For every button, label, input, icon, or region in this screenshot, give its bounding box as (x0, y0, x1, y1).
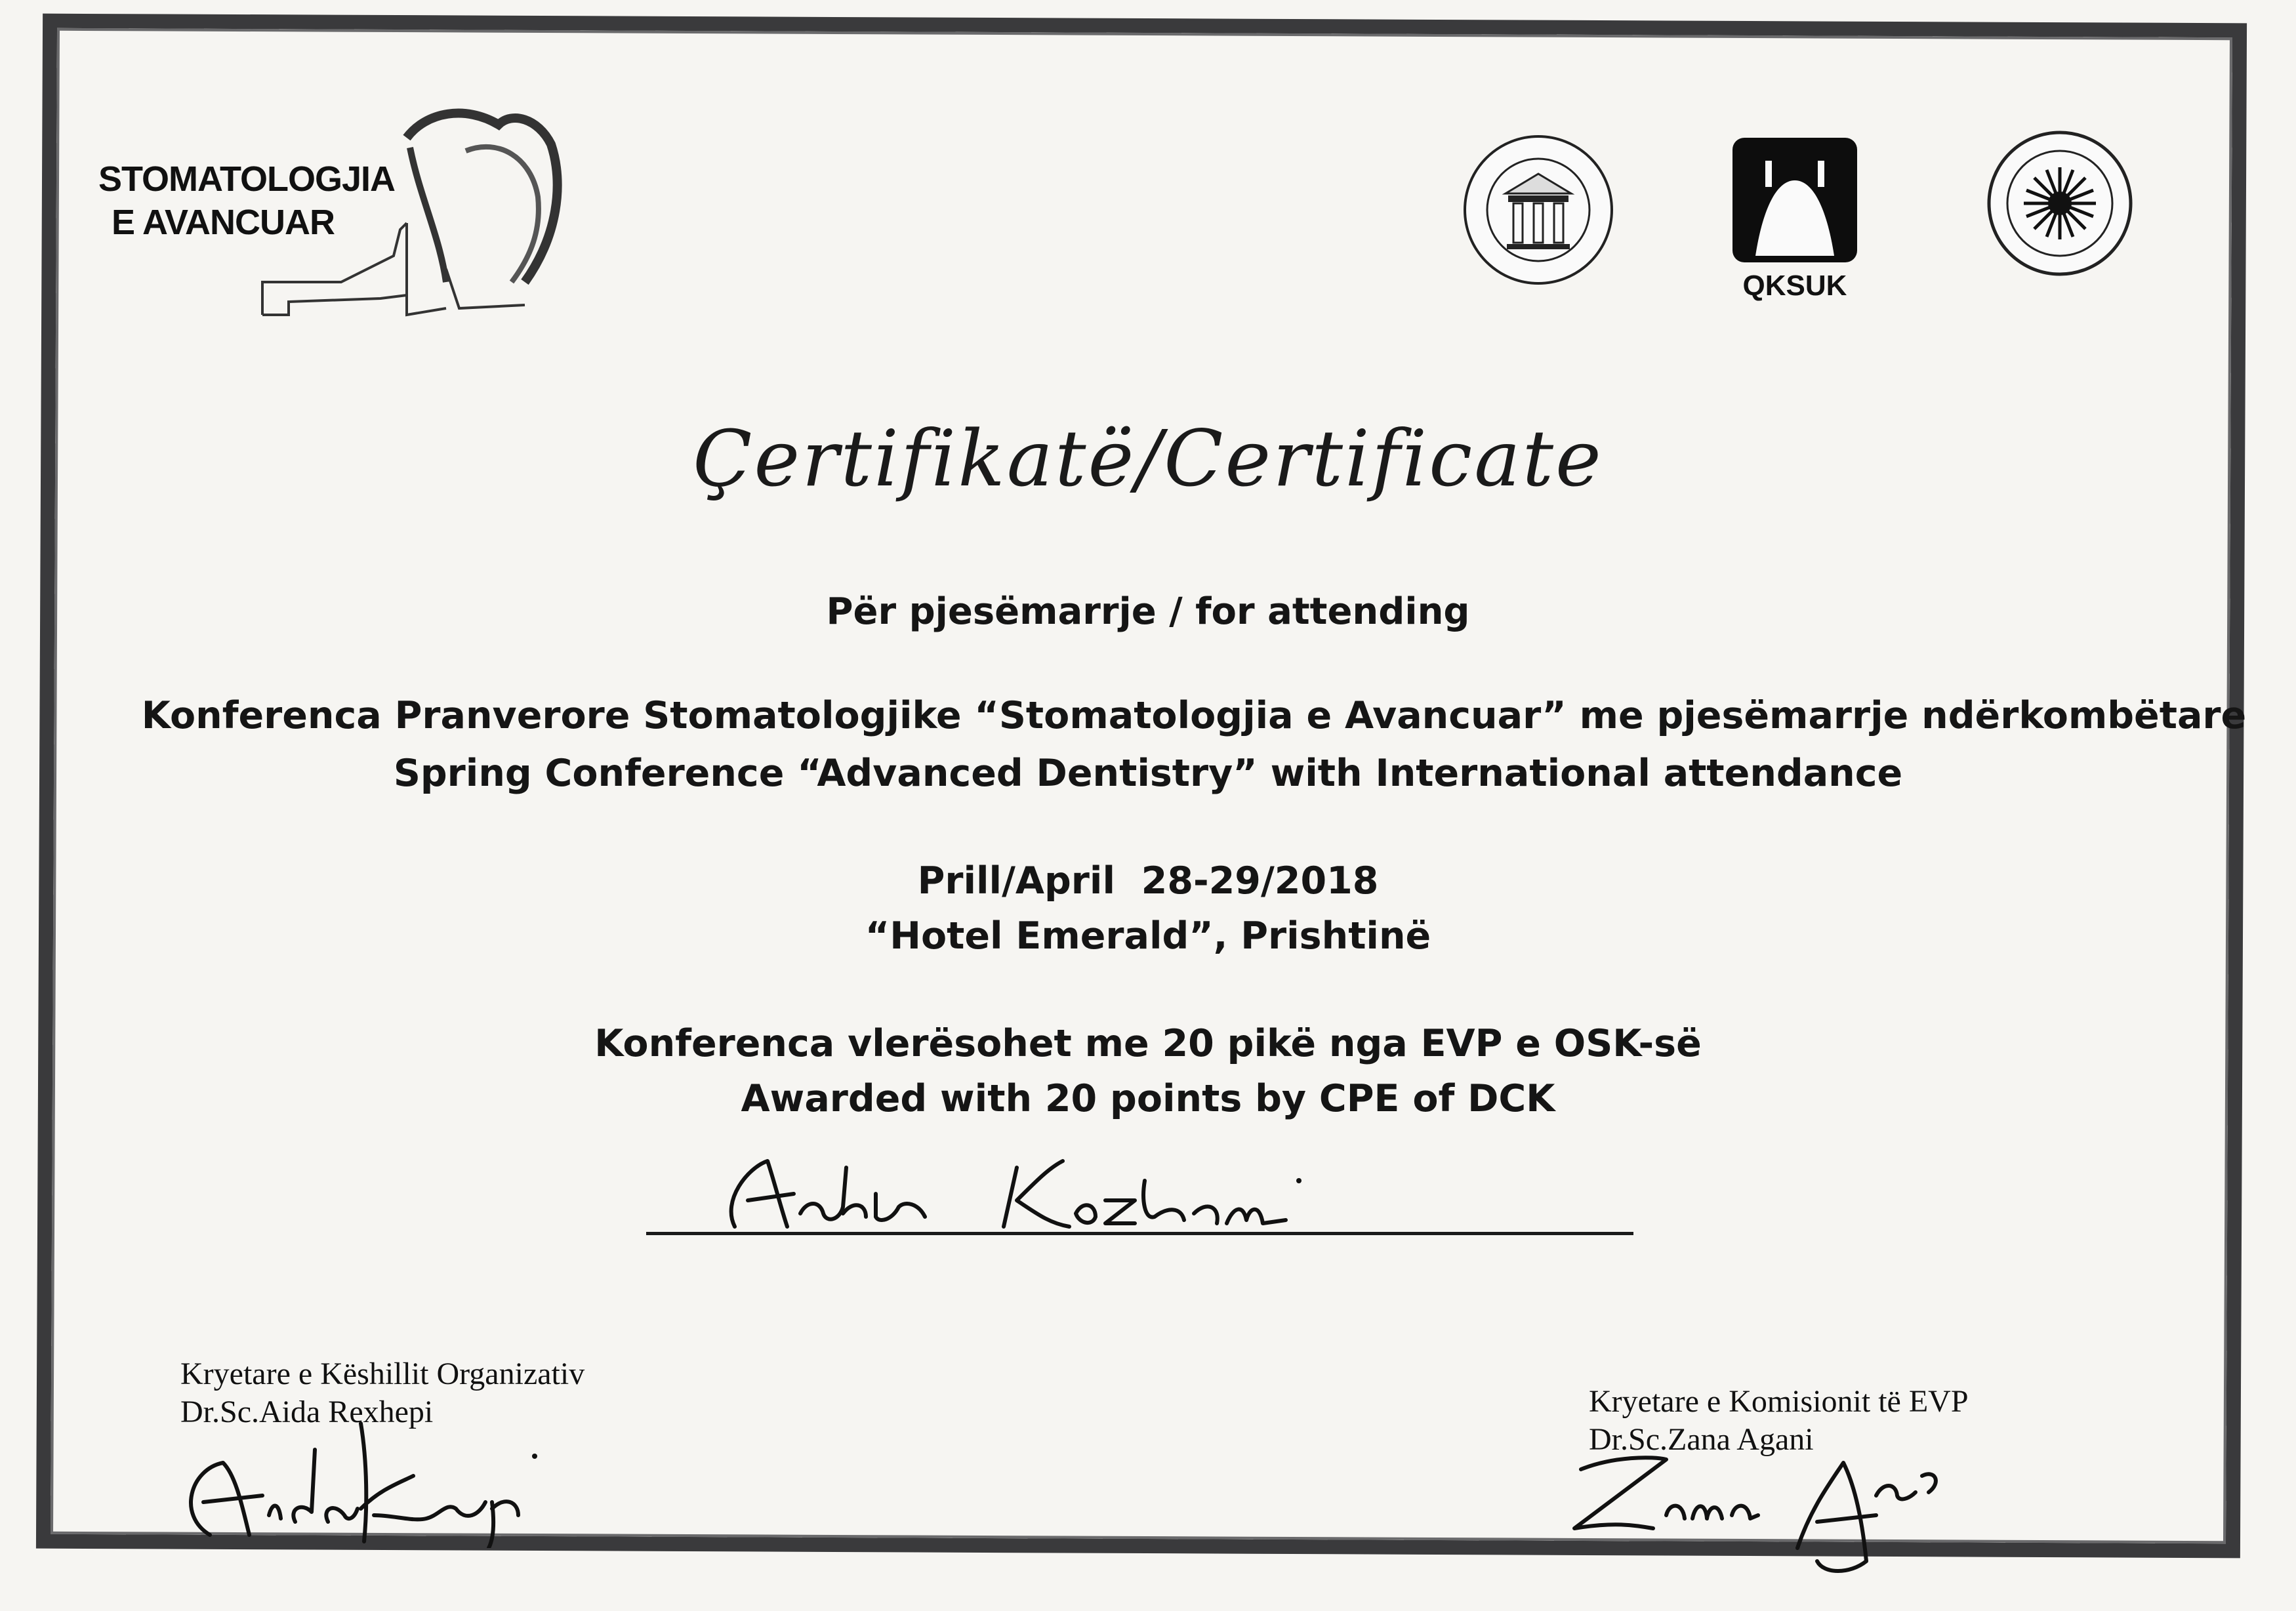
conference-date: Prill/April 28-29/2018 (917, 859, 1379, 903)
points-english: Awarded with 20 points by CPE of DCK (741, 1077, 1555, 1120)
qksuk-label: QKSUK (1742, 270, 1847, 302)
right-signatory-role: Kryetare e Komisionit të EVP (1589, 1384, 1969, 1419)
conference-title-english: Spring Conference “Advanced Dentistry” with International attendance (393, 752, 1903, 795)
qksuk-logo-icon (1729, 134, 1860, 305)
right-signatory-name: Dr.Sc.Zana Agani (1589, 1422, 1814, 1457)
university-seal-icon (1984, 128, 2135, 279)
chamber-seal-icon (1460, 131, 1617, 289)
brand-line-1: STOMATOLOGJIA (98, 159, 396, 199)
right-signature (1535, 1430, 1968, 1587)
left-signatory-name: Dr.Sc.Aida Rexhepi (180, 1395, 434, 1429)
conference-title-albanian: Konferenca Pranverore Stomatologjike “Stomatologjia e Avancuar” me pjesëmarrje ndërkombëtare (141, 694, 2247, 737)
attending-line: Për pjesëmarrje / for attending (826, 590, 1470, 633)
conference-venue: “Hotel Emerald”, Prishtinë (865, 914, 1431, 958)
certificate-title: Çertifikatë/Certificate (693, 413, 1603, 504)
points-albanian: Konferenca vlerësohet me 20 pikë nga EVP e OSK-së (594, 1022, 1702, 1065)
left-signatory-role: Kryetare e Këshillit Organizativ (180, 1356, 585, 1391)
recipient-name-line (646, 1232, 1633, 1235)
brand-line-2: E AVANCUAR (112, 203, 335, 242)
tooth-logo-icon (249, 98, 604, 335)
recipient-handwritten-name (708, 1141, 1325, 1246)
left-signature (164, 1410, 571, 1548)
